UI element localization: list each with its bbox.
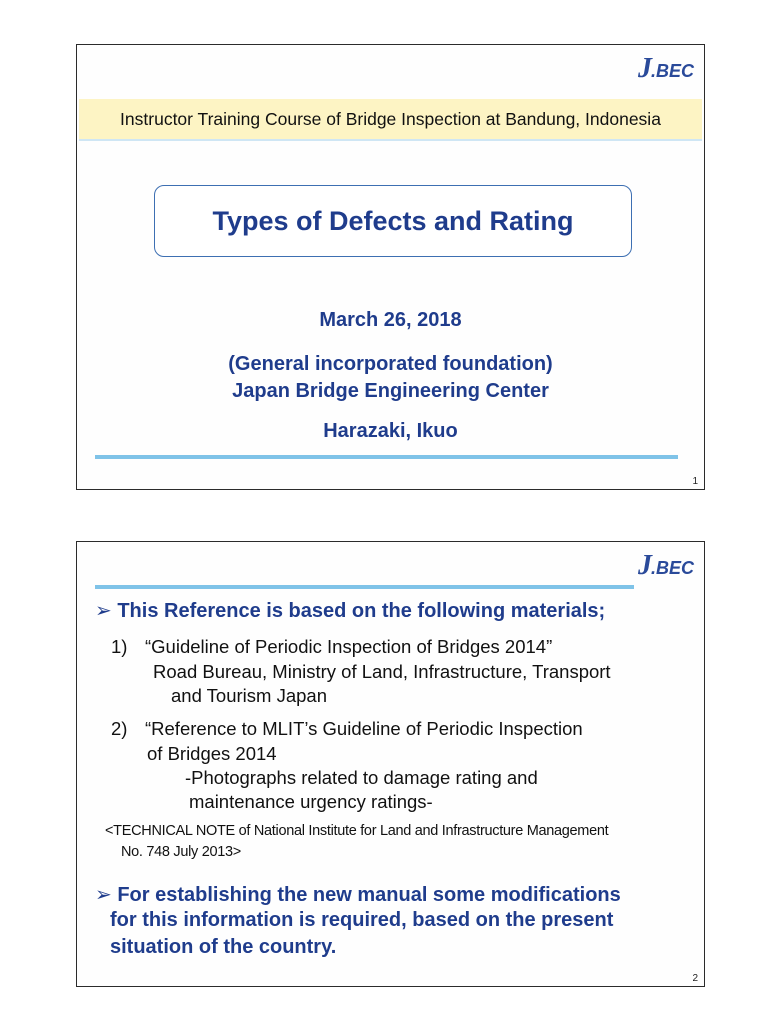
slide-2 [76,541,705,987]
page-number: 1 [692,476,698,487]
author-name: Harazaki, Ikuo [323,420,458,442]
organization-type: (General incorporated foundation) [228,353,553,375]
item-2-number: 2) [111,718,128,739]
item-2-title: “Reference to MLIT’s Guideline of Periodic Inspection [145,718,583,739]
conclusion-line-3: situation of the country. [110,936,337,958]
item-2-line-3: -Photographs related to damage rating and [185,767,538,788]
item-1-number: 1) [111,636,128,657]
page-number: 2 [692,973,698,984]
reference-heading: ➢ This Reference is based on the following materials; [95,600,606,622]
slide-1 [76,44,705,490]
course-banner: Instructor Training Course of Bridge Inspection at Bandung, Indonesia [79,99,702,141]
item-1-line-2: Road Bureau, Ministry of Land, Infrastructure, Transport [153,661,611,682]
conclusion-line-2: for this information is required, based on the present [110,909,614,931]
organization-name: Japan Bridge Engineering Center [232,380,549,402]
arrow-icon: ➢ [95,884,112,906]
arrow-icon: ➢ [95,600,112,622]
divider-line [95,455,678,459]
jbec-logo: J.BEC [637,53,694,84]
item-2-line-4: maintenance urgency ratings- [189,791,433,812]
slide-title: Types of Defects and Rating [154,185,632,257]
technical-note-line-1: <TECHNICAL NOTE of National Institute for Land and Infrastructure Management [105,823,609,839]
presentation-date: March 26, 2018 [319,309,462,331]
header-line [95,585,634,589]
item-1-title: “Guideline of Periodic Inspection of Bridges 2014” [145,636,553,657]
conclusion-line-1: ➢ For establishing the new manual some modifications [95,884,621,906]
jbec-logo: J.BEC [637,550,694,581]
item-2-line-2: of Bridges 2014 [147,743,277,764]
item-1-line-3: and Tourism Japan [171,685,327,706]
technical-note-line-2: No. 748 July 2013> [121,844,241,860]
